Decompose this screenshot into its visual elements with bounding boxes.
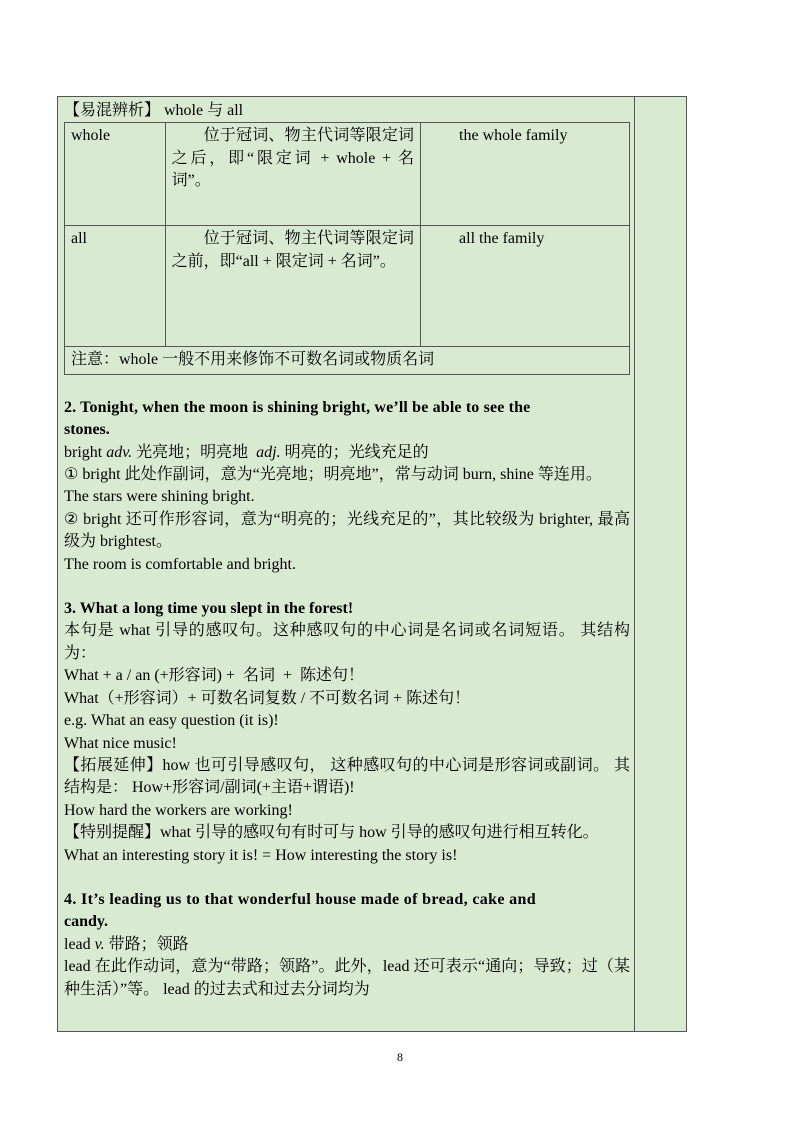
example-cell: all the family	[421, 226, 630, 347]
item3-description: 本句是 what 引导的感叹句。这种感叹句的中心词是名词或名词短语。 其结构为：	[64, 622, 630, 662]
item2-point2: ② bright 还可作形容词，意为“明亮的；光线充足的”，其比较级为 brighter, 最高级为 brightest。	[64, 510, 630, 551]
side-column	[634, 96, 687, 1032]
comparison-table	[64, 122, 630, 374]
item2-example1: The stars were shining bright.	[64, 488, 255, 506]
item4-definition: lead v. 带路；领路	[64, 935, 189, 953]
table-row	[65, 226, 630, 347]
item2-definition: bright adv. 光亮地；明亮地 adj. 明亮的；光线充足的	[64, 443, 429, 461]
table-note-row	[65, 347, 630, 374]
item4-heading: 4. It’s leading us to that wonderful house made of bread, cake and	[64, 890, 537, 908]
example-cell: the whole family	[421, 123, 630, 226]
item3-heading: 3. What a long time you slept in the forest!	[64, 600, 354, 618]
item3-example2: What nice music!	[64, 734, 177, 752]
item3-remind: 【特别提醒】what 引导的感叹句有时可与 how 引导的感叹句进行相互转化。	[64, 824, 599, 842]
word-cell: whole	[65, 123, 166, 226]
item3-extend: 【拓展延伸】how 也可引导感叹句， 这种感叹句的中心词是形容词或副词。 其结构是： How+形容词/副词(+主语+谓语)!	[64, 756, 630, 797]
item3-example1: e.g. What an easy question (it is)!	[64, 712, 279, 730]
item2-point1: ① bright 此处作副词，意为“光亮地；明亮地”，常与动词 burn, shine 等连用。	[64, 466, 602, 484]
item2-heading: 2. Tonight, when the moon is shining bright, we’ll be able to see the	[64, 398, 531, 416]
explanation-cell: 位于冠词、物主代词等限定词之前，即“all + 限定词 + 名词”。	[165, 226, 420, 347]
document-body	[64, 100, 630, 1001]
item2-example2: The room is comfortable and bright.	[64, 555, 296, 573]
item3-structure2: What（+形容词）+ 可数名词复数 / 不可数名词 + 陈述句！	[64, 689, 471, 707]
table-row	[65, 123, 630, 226]
item3-remind-example: What an interesting story it is! = How interesting the story is!	[64, 846, 458, 864]
item3-structure1: What + a / an (+形容词) + 名词 + 陈述句！	[64, 667, 365, 685]
item3-extend-example: How hard the workers are working!	[64, 801, 293, 819]
table-note: 注意：whole 一般不用来修饰不可数名词或物质名词	[65, 347, 630, 374]
item4-description: lead 在此作动词，意为“带路；领路”。此外，lead 还可表示“通向；导致；过（某种生活）”等。 lead 的过去式和过去分词均为	[64, 958, 630, 998]
word-cell: all	[65, 226, 166, 347]
explanation-cell: 位于冠词、物主代词等限定词之后，即“限定词 + whole + 名词”。	[165, 123, 420, 226]
section-title: 【易混辨析】 whole 与 all	[64, 102, 244, 119]
item2-heading-cont: stones.	[64, 421, 110, 439]
item4-heading-cont: candy.	[64, 913, 109, 931]
page-number: 8	[397, 1050, 403, 1064]
